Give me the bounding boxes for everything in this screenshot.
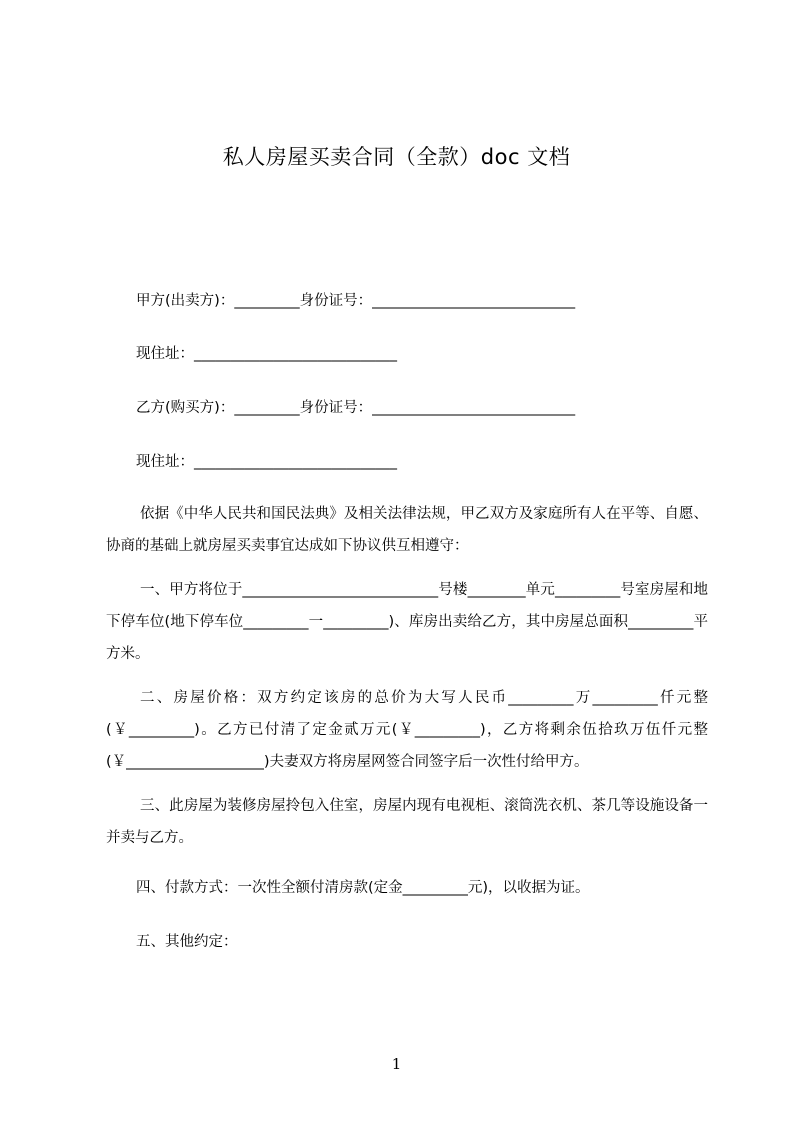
clause-4-line: 四、付款方式：一次性全额付清房款(定金_________元)，以收据为证。 bbox=[136, 880, 590, 896]
clause-3-paragraph: 三、此房屋为装修房屋拎包入住室，房屋内现有电视柜、滚筒洗衣机、茶几等设施设备一并卖与乙方。 bbox=[106, 798, 708, 846]
document-title: 私人房屋买卖合同（全款）doc 文档 bbox=[222, 145, 571, 169]
clause-2-paragraph: 二、房屋价格：双方约定该房的总价为大写人民币_________万_________仟元整(￥_________)。乙方已付清了定金贰万元(￥_________)，乙方将剩余伍拾玖万伍仟元整(￥___________________)夫妻双方将房屋网签合同签字后一次性付给甲方。 bbox=[106, 690, 708, 770]
party-a-line: 甲方(出卖方)：_________身份证号：____________________________ bbox=[136, 293, 576, 309]
party-b-line: 乙方(购买方)：_________身份证号：____________________________ bbox=[136, 400, 576, 416]
party-b-address-line: 现住址：____________________________ bbox=[136, 454, 397, 470]
clause-1-paragraph: 一、甲方将位于___________________________号楼________单元_________号室房屋和地下停车位(地下停车位_________一_________)、库房出卖给乙方，其中房屋总面积_________平方米。 bbox=[106, 582, 708, 662]
party-a-address-line: 现住址：____________________________ bbox=[136, 346, 397, 362]
clause-5-line: 五、其他约定： bbox=[136, 934, 238, 950]
preamble-paragraph: 依据《中华人民共和国民法典》及相关法律法规，甲乙双方及家庭所有人在平等、自愿、协商的基础上就房屋买卖事宜达成如下协议供互相遵守： bbox=[106, 506, 708, 554]
page-number: 1 bbox=[391, 1055, 402, 1073]
